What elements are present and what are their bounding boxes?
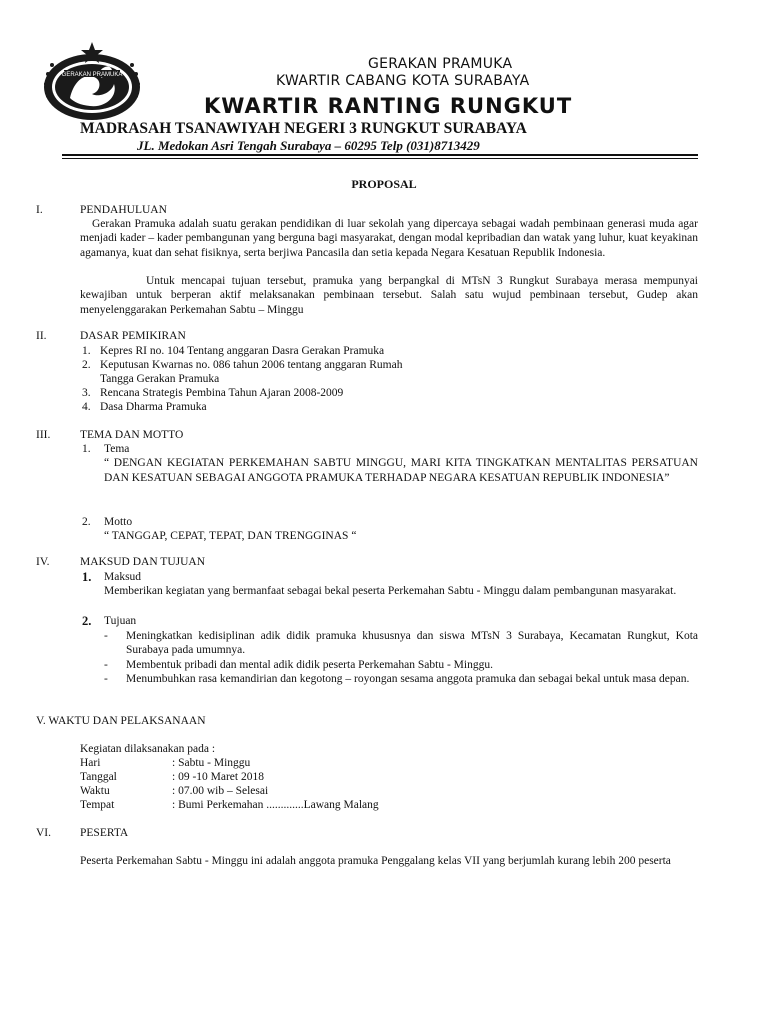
schedule-value: : 09 -10 Maret 2018 [172,771,264,783]
section-2-heading: DASAR PEMIKIRAN [80,330,186,342]
logo-text: GERAKAN PRAMUKA [61,72,123,78]
maksud-label: Maksud [104,571,142,583]
schedule-value: : Bumi Perkemahan .............Lawang Malang [172,799,379,811]
list-item-number: 1. [82,345,91,357]
schedule-key: Tanggal [80,771,117,783]
header-line-school: MADRASAH TSANAWIYAH NEGERI 3 RUNGKUT SURABAYA [80,120,527,137]
maksud-number: 1. [82,570,92,584]
tema-label: Tema [104,443,130,455]
header-line-address: JL. Medokan Asri Tengah Surabaya – 60295 Telp (031)8713429 [137,138,480,153]
logo [40,40,144,124]
list-item-number: 2. [82,359,91,371]
tujuan-number: 2. [82,614,92,628]
section-2-number: II. [36,330,47,342]
motto-number: 2. [82,516,91,528]
section-6-heading: PESERTA [80,827,129,839]
list-item: Dasa Dharma Pramuka [100,401,207,413]
section-1-heading: PENDAHULUAN [80,204,167,216]
schedule-value: : 07.00 wib – Selesai [172,785,269,797]
pramuka-emblem-icon [40,40,144,124]
section-1-paragraph-2: Untuk mencapai tujuan tersebut, pramuka yang berpangkal di MTsN 3 Rungkut Surabaya merasa mempunyai kewajiban untuk berperan aktif melaksanakan pembinaan tersebut. Salah satu wujud pembinaan tersebut, Gudep akan menyelenggarakan Perkemahan Sabtu – Minggu [80,275,698,316]
bullet-dash: - [104,673,108,685]
list-item-number: 4. [82,401,91,413]
list-item: Membentuk pribadi dan mental adik didik peserta Perkemahan Sabtu - Minggu. [126,659,493,671]
section-1-number: I. [36,204,43,216]
header-line-organisation: GERAKAN PRAMUKA [368,56,513,72]
section-6-number: VI. [36,827,52,839]
tujuan-label: Tujuan [104,615,137,627]
bullet-dash: - [104,630,108,642]
list-item-continued: Tangga Gerakan Pramuka [100,373,220,385]
schedule-value: : Sabtu - Minggu [172,757,251,769]
section-6-text: Peserta Perkemahan Sabtu - Minggu ini adalah anggota pramuka Penggalang kelas VII yang berjumlah kurang lebih 200 peserta [80,855,671,867]
schedule-key: Hari [80,757,101,769]
bullet-dash: - [104,659,108,671]
list-item: Menumbuhkan rasa kemandirian dan kegotong – royongan sesama anggota pramuka dan sebagai bekal untuk masa depan. [126,673,690,685]
section-3-heading: TEMA DAN MOTTO [80,429,184,441]
section-4-heading: MAKSUD DAN TUJUAN [80,556,206,568]
tema-text: “ DENGAN KEGIATAN PERKEMAHAN SABTU MINGGU, MARI KITA TINGKATKAN MENTALITAS PERSATUAN DAN KESATUAN SEBAGAI ANGGOTA PRAMUKA TERHADAP NEGARA KESATUAN REPUBLIK INDONESIA” [104,457,698,485]
list-item: Keputusan Kwarnas no. 086 tahun 2006 tentang anggaran Rumah [100,359,403,371]
list-item: Kepres RI no. 104 Tentang anggaran Dasra Gerakan Pramuka [100,345,385,357]
section-1-paragraph-1: Gerakan Pramuka adalah suatu gerakan pendidikan di luar sekolah yang dipercaya sebagai wadah pembinaan generasi muda agar menjadi kader – kader pembangunan yang berguna bagi masyarakat, dengan modal kepribadian dan watak yang luhur, kuat keyakinan agamanya, kuat dan sehat fisiknya, serta berjiwa Pancasila dan setia kepada Negara Kesatuan Republik Indonesia. [80,218,698,259]
header-line-kwarcab: KWARTIR CABANG KOTA SURABAYA [276,73,530,89]
header-line-kwarran: KWARTIR RANTING RUNGKUT [204,94,573,118]
section-4-number: IV. [36,556,50,568]
tema-number: 1. [82,443,91,455]
motto-text: “ TANGGAP, CEPAT, TEPAT, DAN TRENGGINAS “ [104,530,357,542]
schedule-key: Tempat [80,799,115,811]
schedule-key: Waktu [80,785,110,797]
schedule-intro: Kegiatan dilaksanakan pada : [80,743,216,755]
list-item: Rencana Strategis Pembina Tahun Ajaran 2008-2009 [100,387,344,399]
maksud-text: Memberikan kegiatan yang bermanfaat sebagai bekal peserta Perkemahan Sabtu - Minggu dalam pembangunan masyarakat. [104,585,677,597]
header-rule-thin [62,158,698,159]
section-5-heading: V. WAKTU DAN PELAKSANAAN [36,715,206,727]
document-title: PROPOSAL [351,177,417,191]
header-rule-thick [62,154,698,156]
motto-label: Motto [104,516,133,528]
list-item: Meningkatkan kedisiplinan adik didik pramuka khususnya dan siswa MTsN 3 Surabaya, Kecamatan Rungkut, Kota Surabaya pada umumnya. [126,630,698,657]
section-3-number: III. [36,429,51,441]
list-item-number: 3. [82,387,91,399]
